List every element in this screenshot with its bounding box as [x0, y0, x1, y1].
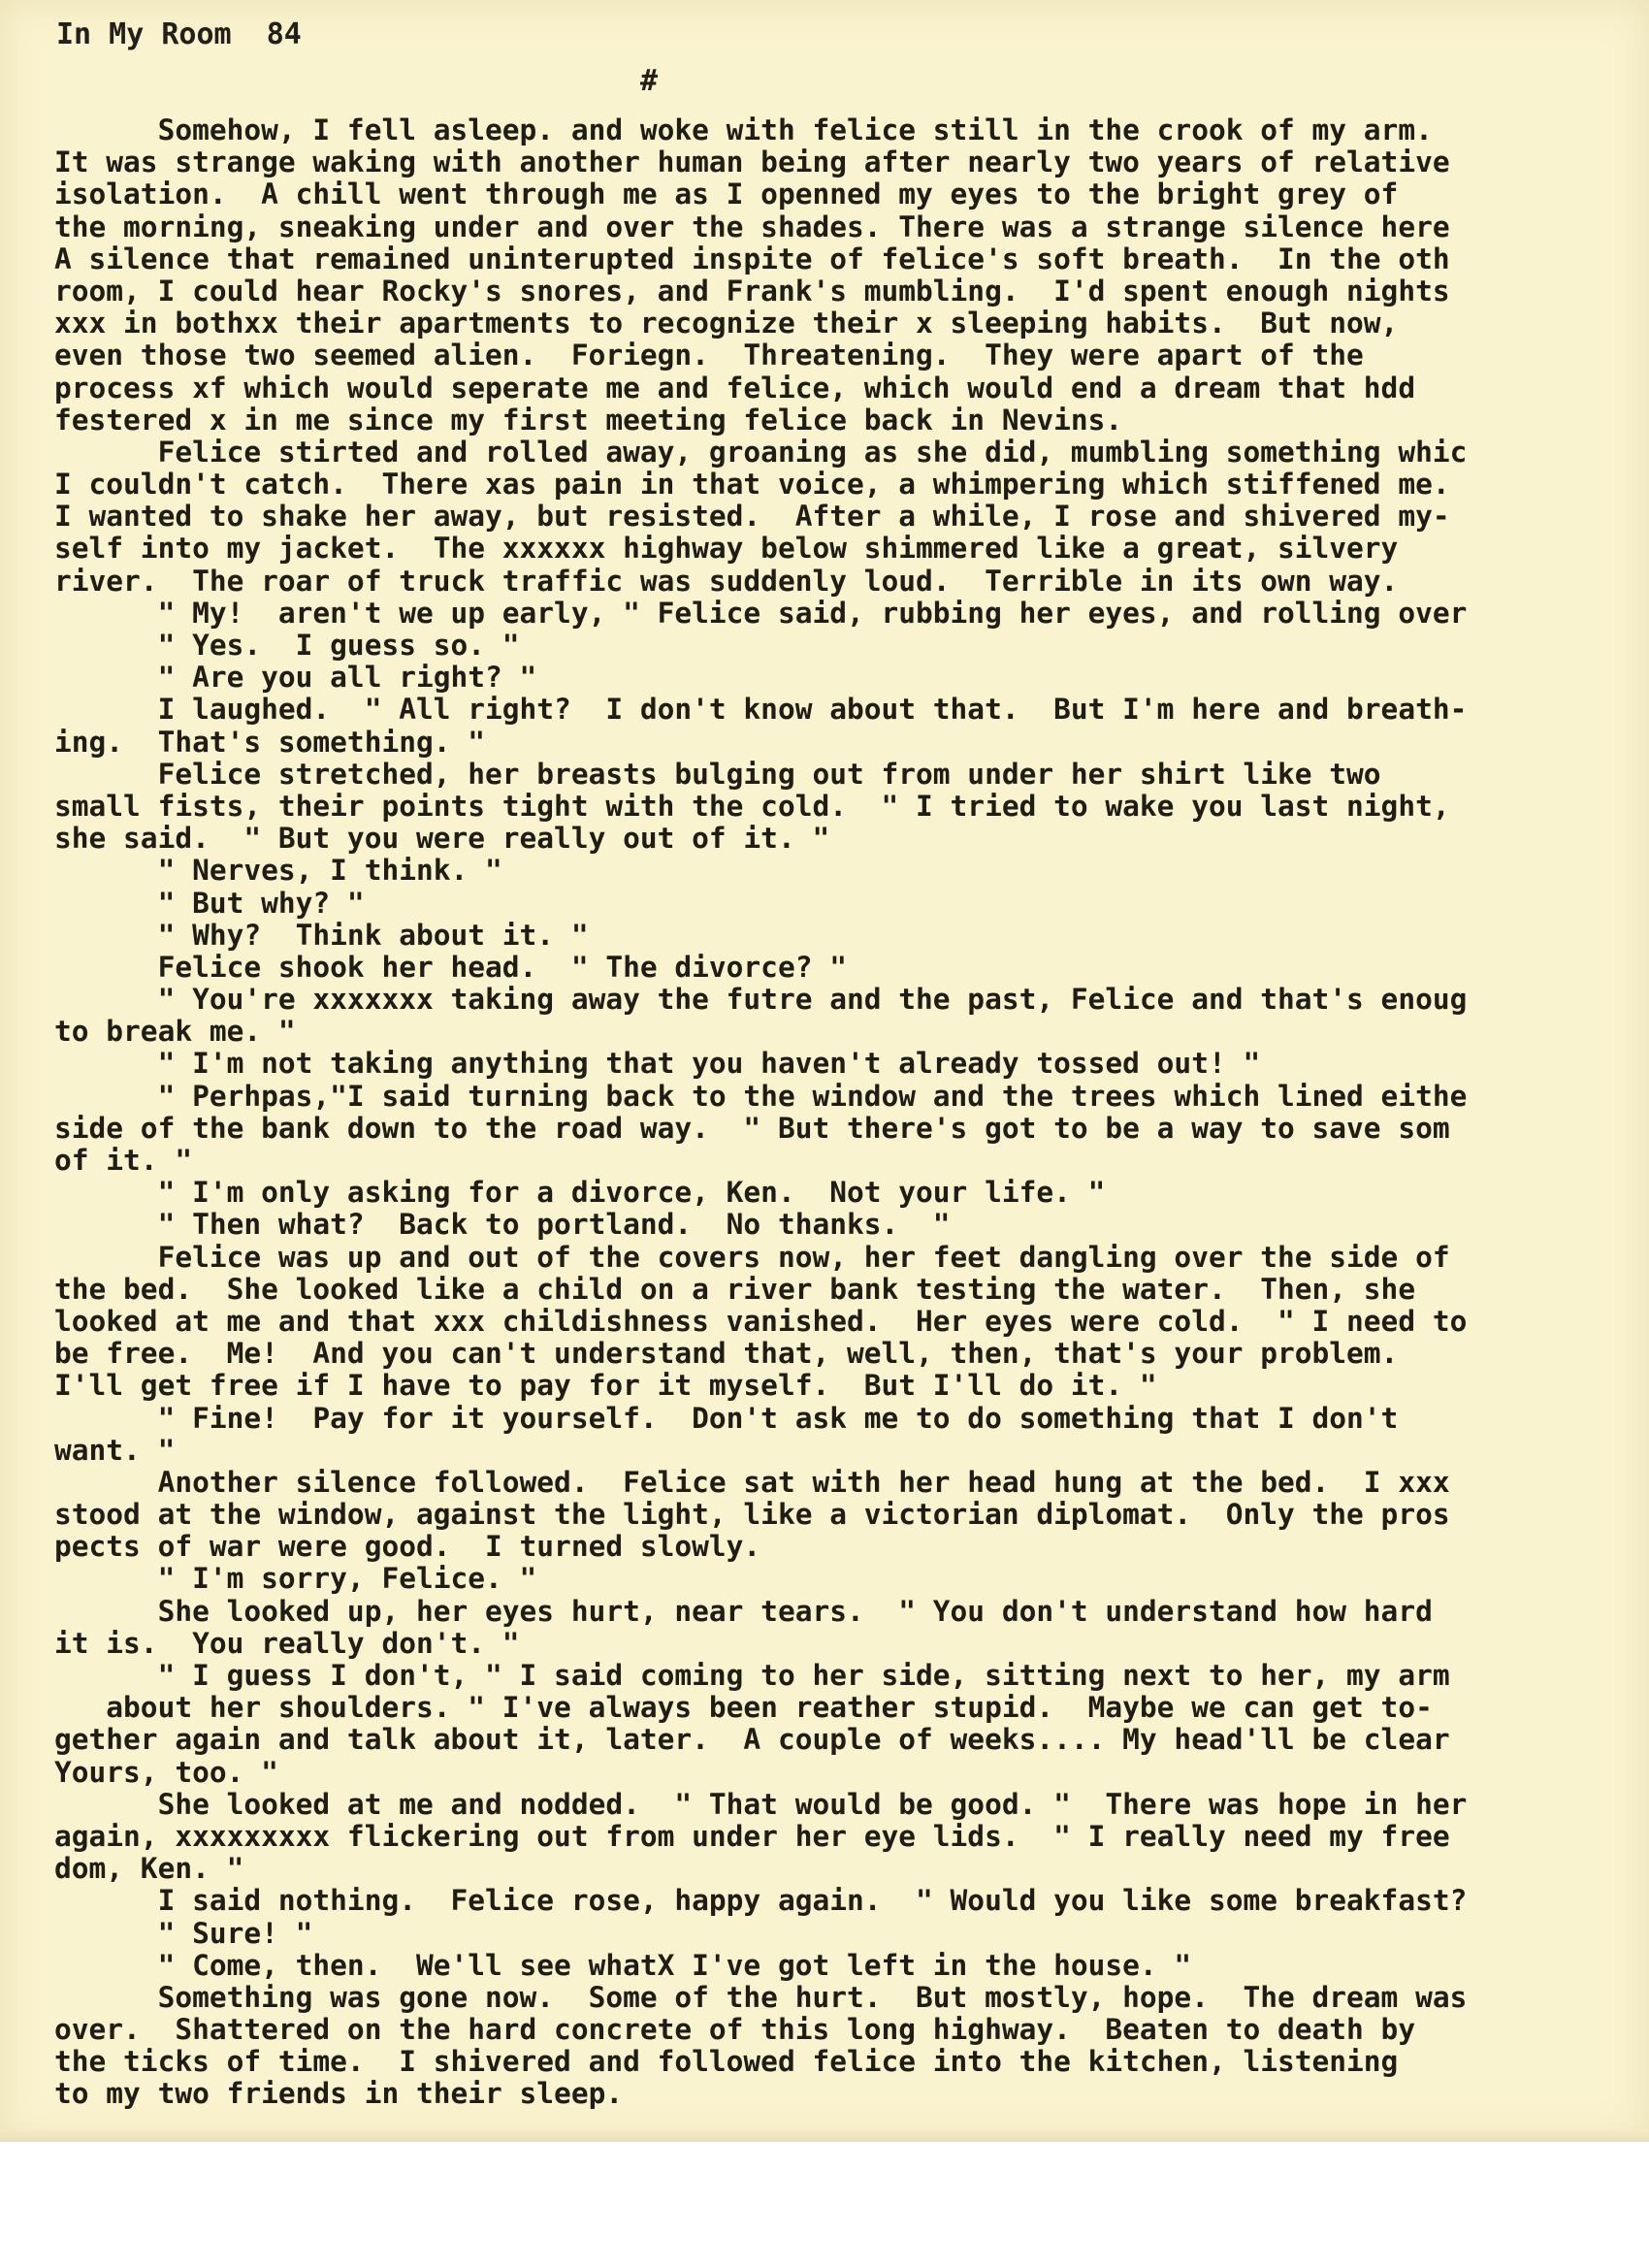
text-line: xxx in bothxx their apartments to recognize their x sleeping habits. But now,	[54, 307, 1399, 340]
text-line: " Fine! Pay for it yourself. Don't ask me to do something that I don't	[54, 1401, 1399, 1435]
text-line: gether again and talk about it, later. A couple of weeks.... My head'll be clear	[54, 1723, 1450, 1757]
text-line: I said nothing. Felice rose, happy again. " Would you like some breakfast?	[54, 1884, 1468, 1918]
text-line: I couldn't catch. There xas pain in that voice, a whimpering which stiffened me.	[54, 468, 1450, 502]
text-line: " I'm sorry, Felice. "	[54, 1562, 537, 1596]
text-line: about her shoulders. " I've always been reather stupid. Maybe we can get to-	[54, 1691, 1433, 1725]
text-line: " Yes. I guess so. "	[54, 629, 520, 662]
text-line: side of the bank down to the road way. " But there's got to be a way to save som	[54, 1111, 1450, 1145]
text-line: " Why? Think about it. "	[54, 918, 589, 952]
text-line: " I'm only asking for a divorce, Ken. Not your life. "	[54, 1176, 1106, 1210]
text-line: to break me. "	[54, 1015, 296, 1049]
text-line: want. "	[54, 1433, 176, 1467]
text-line: " I guess I don't, " I said coming to her side, sitting next to her, my arm	[54, 1659, 1450, 1692]
page-bottom-edge	[0, 2130, 1649, 2142]
text-line: Another silence followed. Felice sat with her head hung at the bed. I xxx	[54, 1465, 1450, 1499]
text-line: Felice stretched, her breasts bulging out from under her shirt like two	[54, 757, 1381, 791]
text-line: looked at me and that xxx childishness vanished. Her eyes were cold. " I need to	[54, 1304, 1468, 1338]
manuscript-body	[54, 114, 1645, 2111]
text-line: " Nerves, I think. "	[54, 854, 502, 888]
manuscript-title: In My Room	[56, 17, 232, 51]
text-line: river. The roar of truck traffic was suddenly loud. Terrible in its own way.	[54, 564, 1399, 598]
text-line: small fists, their points tight with the cold. " I tried to wake you last night,	[54, 789, 1450, 823]
text-line: Felice was up and out of the covers now, her feet dangling over the side of	[54, 1240, 1450, 1274]
text-line: Somehow, I fell asleep. and woke with felice still in the crook of my arm.	[54, 113, 1433, 146]
text-line: pects of war were good. I turned slowly.	[54, 1530, 761, 1564]
text-line: I'll get free if I have to pay for it myself. But I'll do it. "	[54, 1369, 1157, 1403]
text-line: " Are you all right? "	[54, 661, 537, 695]
text-line: be free. Me! And you can't understand that, well, then, that's your problem.	[54, 1337, 1399, 1371]
text-line: dom, Ken. "	[54, 1852, 244, 1886]
text-line: " You're xxxxxxx taking away the futre and the past, Felice and that's enoug	[54, 983, 1468, 1017]
page-header	[56, 17, 302, 51]
text-line: to my two friends in their sleep.	[54, 2077, 624, 2111]
text-line: of it. "	[54, 1144, 193, 1177]
text-line: I laughed. " All right? I don't know about that. But I'm here and breath-	[54, 693, 1468, 727]
section-break-mark: #	[640, 64, 659, 98]
text-line: It was strange waking with another human being after nearly two years of relative	[54, 146, 1450, 179]
text-line: the ticks of time. I shivered and followed felice into the kitchen, listening	[54, 2045, 1399, 2079]
text-line: Something was gone now. Some of the hurt. But mostly, hope. The dream was	[54, 1980, 1468, 2014]
text-line: " But why? "	[54, 886, 365, 920]
text-line: the bed. She looked like a child on a river bank testing the water. Then, she	[54, 1272, 1416, 1306]
text-line: I wanted to shake her away, but resisted. After a while, I rose and shivered my-	[54, 500, 1450, 534]
text-line: again, xxxxxxxxx flickering out from under her eye lids. " I really need my free	[54, 1819, 1450, 1853]
text-line: " My! aren't we up early, " Felice said, rubbing her eyes, and rolling over	[54, 596, 1468, 630]
text-line: " Sure! "	[54, 1916, 313, 1950]
text-line: even those two seemed alien. Foriegn. Threatening. They were apart of the	[54, 339, 1364, 373]
text-line: " Come, then. We'll see whatX I've got left in the house. "	[54, 1948, 1192, 1982]
text-line: process xf which would seperate me and felice, which would end a dream that hdd	[54, 371, 1416, 405]
text-line: stood at the window, against the light, like a victorian diplomat. Only the pros	[54, 1498, 1450, 1532]
text-line: room, I could hear Rocky's snores, and Frank's mumbling. I'd spent enough nights	[54, 274, 1450, 308]
page-number: 84	[266, 17, 302, 51]
text-line: " Perhpas,"I said turning back to the window and the trees which lined eithe	[54, 1079, 1468, 1113]
text-line: ing. That's something. "	[54, 725, 486, 759]
text-line: over. Shattered on the hard concrete of this long highway. Beaten to death by	[54, 2013, 1416, 2047]
text-line: festered x in me since my first meeting felice back in Nevins.	[54, 403, 1123, 437]
text-line: the morning, sneaking under and over the shades. There was a strange silence here	[54, 210, 1450, 243]
text-line: " Then what? Back to portland. No thanks. "	[54, 1208, 951, 1242]
text-line: it is. You really don't. "	[54, 1626, 520, 1660]
text-line: isolation. A chill went through me as I openned my eyes to the bright grey of	[54, 178, 1399, 211]
text-line: Felice stirted and rolled away, groaning as she did, mumbling something whic	[54, 435, 1468, 469]
text-line: Felice shook her head. " The divorce? "	[54, 950, 847, 984]
text-line: She looked up, her eyes hurt, near tears. " You don't understand how hard	[54, 1594, 1433, 1628]
text-line: she said. " But you were really out of it. "	[54, 822, 830, 856]
text-line: self into my jacket. The xxxxxx highway below shimmered like a great, silvery	[54, 532, 1399, 566]
text-line: A silence that remained uninterupted inspite of felice's soft breath. In the oth	[54, 242, 1450, 275]
text-line: Yours, too. "	[54, 1755, 278, 1789]
text-line: " I'm not taking anything that you haven't already tossed out! "	[54, 1047, 1261, 1081]
text-line: She looked at me and nodded. " That would be good. " There was hope in her	[54, 1787, 1468, 1821]
